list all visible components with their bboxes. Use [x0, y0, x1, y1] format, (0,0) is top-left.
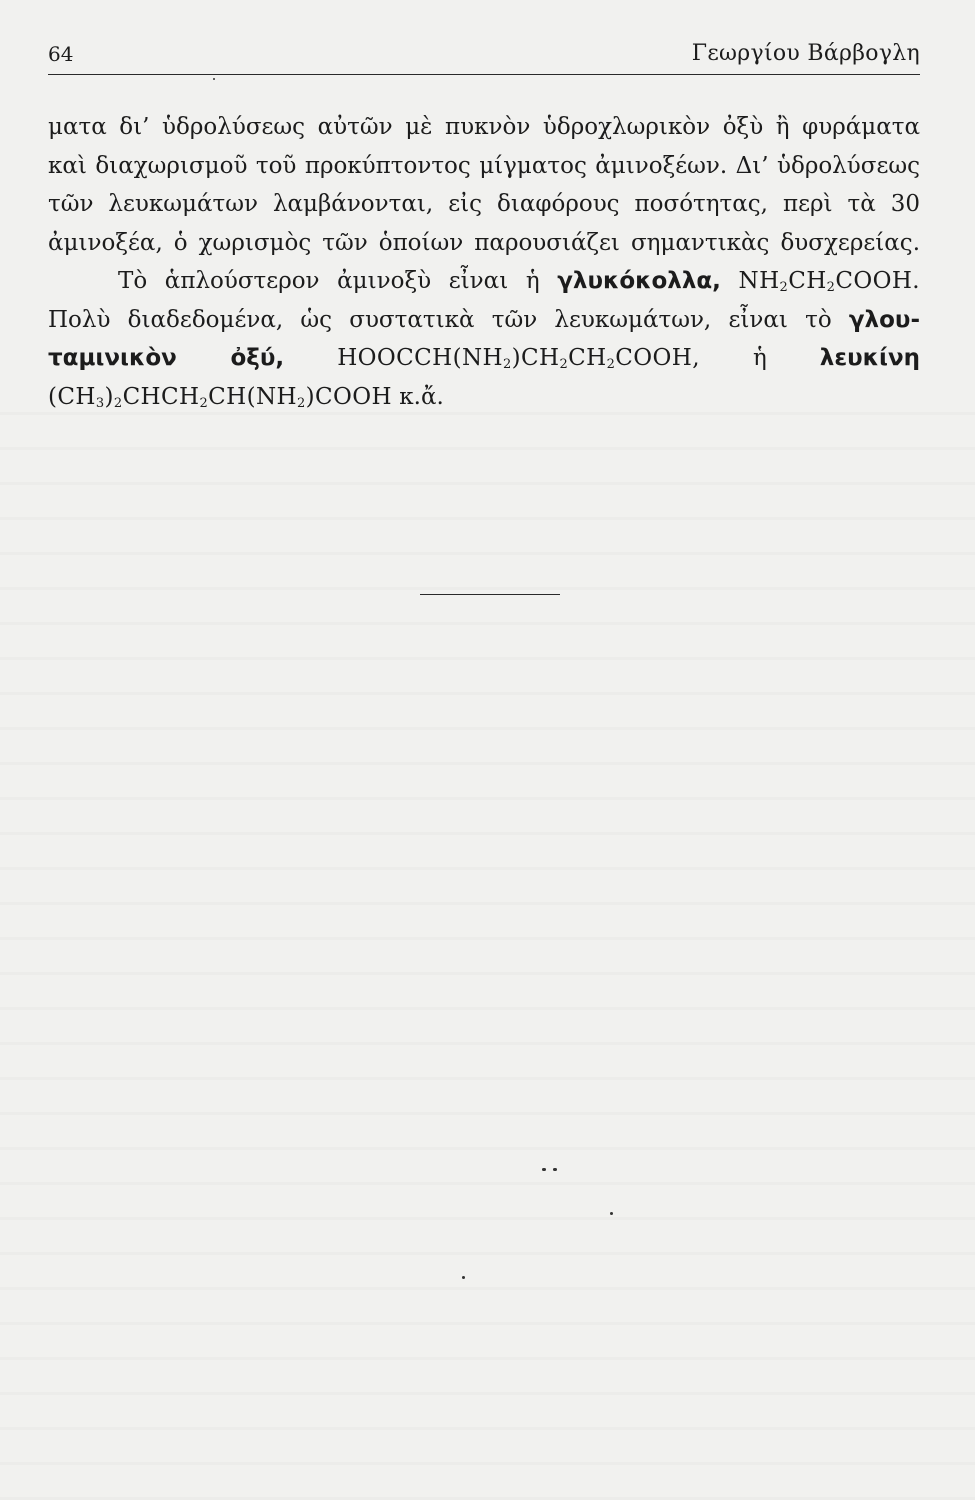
leucine-formula: $(CH_3)_2CHCH_2CH(NH_2)COOH$: [48, 383, 392, 411]
text-line: τῶν λευκωμάτων λαμβάνονται, εἰς διαφόρους ποσότητας, περὶ τὰ 30: [48, 191, 920, 217]
text-line: ἀμινοξέα, ὁ χωρισμὸς τῶν ὁποίων παρουσιάζει σημαντικὰς δυσχερείας.: [48, 229, 920, 256]
glutamic-term-end: ταμινικὸν ὀξύ,: [48, 345, 285, 371]
article: ἡ: [753, 345, 767, 371]
leucine-term: λευκίνη: [819, 345, 921, 371]
running-head: Γεωργίου Βάρβογλη: [691, 41, 920, 66]
etc-abbrev: κ.ἄ.: [399, 383, 444, 410]
print-speck: [462, 1276, 465, 1279]
header-rule: [48, 74, 920, 75]
glutamic-term-start: γλου-: [848, 306, 920, 333]
body-text: [48, 108, 920, 416]
text-line: [48, 301, 920, 340]
section-divider: [420, 594, 560, 595]
text-line: καὶ διαχωρισμοῦ τοῦ προκύπτοντος μίγματος ἀμινοξέων. Δι’ ὑδρολύσεως: [48, 152, 920, 179]
glycine-term: γλυκόκολλα,: [557, 268, 721, 294]
text-line-leucine: [48, 378, 920, 417]
print-speck: [553, 1168, 557, 1171]
page-header: [48, 30, 920, 66]
glycine-intro: Τὸ ἁπλούστερον ἀμινοξὺ εἶναι ἡ: [118, 268, 540, 294]
text-line-glutamic: [48, 339, 920, 378]
text-line-glycine: [48, 262, 920, 301]
glutamic-formula: $HOOCCH(NH_2)CH_2CH_2COOH$,: [337, 345, 700, 372]
text-line: ματα δι’ ὑδρολύσεως αὐτῶν μὲ πυκνὸν ὑδροχλωρικὸν ὀξὺ ἢ φυράματα: [48, 114, 920, 140]
print-speck: [213, 78, 215, 80]
glycine-formula: $NH_2CH_2COOH$.: [738, 268, 921, 295]
show-through-texture: [0, 410, 975, 1500]
print-speck: [610, 1212, 613, 1215]
print-speck: [542, 1168, 546, 1171]
page-number: 64: [48, 42, 74, 66]
constituents-text: Πολὺ διαδεδομένα, ὡς συστατικὰ τῶν λευκωμάτων, εἶναι τὸ: [48, 306, 832, 333]
